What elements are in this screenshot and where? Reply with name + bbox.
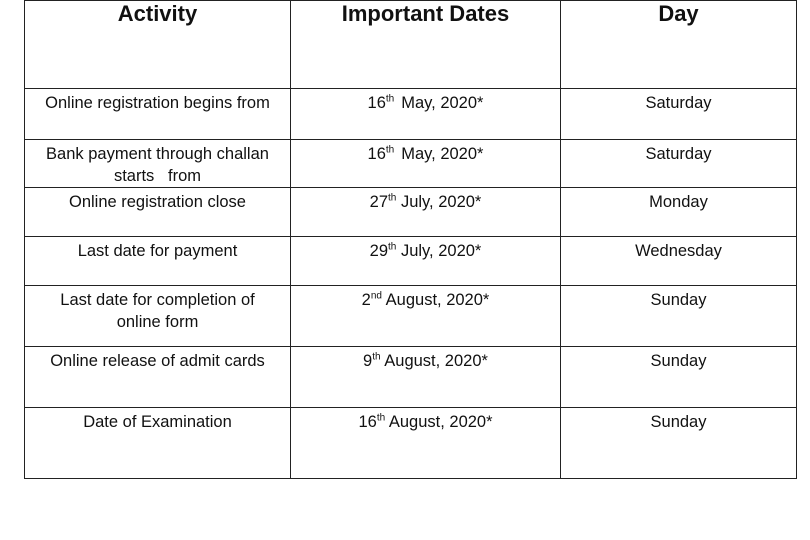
date-cell <box>291 408 561 479</box>
day-text: Sunday <box>650 352 707 370</box>
day-text: Saturday <box>645 145 712 163</box>
date-cell <box>291 188 561 237</box>
day-cell <box>561 89 797 140</box>
activity-cell <box>25 89 291 140</box>
table-row <box>25 286 797 347</box>
activity-cell <box>25 286 291 347</box>
header-day: Day <box>561 1 797 89</box>
table-row <box>25 347 797 408</box>
activity-cell <box>25 237 291 286</box>
activity-text-line2: starts from <box>113 167 202 185</box>
date-day: 16 <box>367 94 386 112</box>
header-activity: Activity <box>25 1 291 89</box>
activity-text: Online registration close <box>68 193 246 211</box>
day-cell <box>561 347 797 408</box>
table-row <box>25 408 797 479</box>
important-dates-table <box>24 0 797 479</box>
table-row <box>25 89 797 140</box>
date-cell <box>291 286 561 347</box>
date-day: 16 <box>358 413 377 431</box>
date-suffix: th <box>385 93 395 105</box>
activity-cell <box>25 347 291 408</box>
day-cell <box>561 286 797 347</box>
day-cell <box>561 188 797 237</box>
date-rest: July, 2020* <box>400 242 482 260</box>
date-rest: August, 2020* <box>384 352 488 370</box>
table-row <box>25 140 797 188</box>
day-text: Saturday <box>645 94 712 112</box>
activity-text-line2: online form <box>116 313 199 331</box>
date-day: 27 <box>369 193 388 211</box>
activity-text: Bank payment through challan <box>46 145 269 163</box>
table-header-row <box>25 1 797 89</box>
date-suffix: nd <box>370 290 382 302</box>
date-rest: August, 2020* <box>385 291 490 309</box>
activity-cell <box>25 188 291 237</box>
activity-text: Last date for payment <box>77 242 238 260</box>
activity-cell <box>25 408 291 479</box>
activity-text: Online release of admit cards <box>50 352 265 370</box>
day-cell <box>561 237 797 286</box>
day-text: Sunday <box>650 291 707 309</box>
activity-cell <box>25 140 291 188</box>
date-suffix: th <box>372 351 381 363</box>
date-day: 16 <box>367 145 386 163</box>
date-suffix: th <box>376 412 386 424</box>
date-rest: August, 2020* <box>388 413 493 431</box>
activity-text: Last date for completion of <box>60 291 255 309</box>
day-text: Monday <box>649 193 708 211</box>
day-text: Sunday <box>650 413 707 431</box>
day-text: Wednesday <box>635 242 722 260</box>
date-suffix: th <box>385 144 395 156</box>
date-rest: May, 2020* <box>401 145 484 163</box>
date-rest: May, 2020* <box>401 94 484 112</box>
table-row <box>25 237 797 286</box>
day-cell <box>561 408 797 479</box>
activity-text: Date of Examination <box>83 413 232 431</box>
date-cell <box>291 347 561 408</box>
date-cell <box>291 237 561 286</box>
date-cell <box>291 89 561 140</box>
header-important-dates: Important Dates <box>291 1 561 89</box>
date-cell <box>291 140 561 188</box>
date-day: 29 <box>369 242 388 260</box>
activity-text: Online registration begins from <box>45 94 270 112</box>
date-day: 9 <box>363 352 373 370</box>
day-cell <box>561 140 797 188</box>
date-suffix: th <box>388 192 397 204</box>
date-day: 2 <box>361 291 371 309</box>
date-suffix: th <box>388 241 397 253</box>
table-row <box>25 188 797 237</box>
date-rest: July, 2020* <box>400 193 482 211</box>
